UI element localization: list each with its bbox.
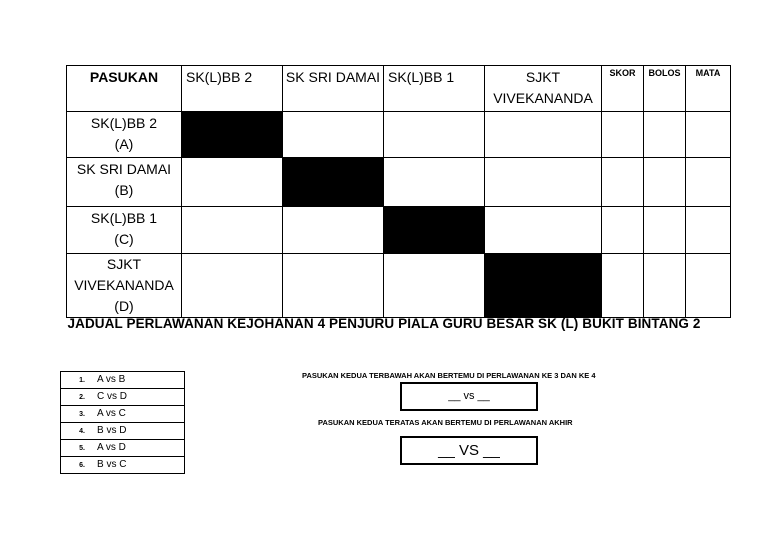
third-fourth-place-note: PASUKAN KEDUA TERBAWAH AKAN BERTEMU DI PERLAWANAN KE 3 DAN KE 4 (302, 371, 596, 380)
blocked-cell (485, 254, 602, 318)
final-match-box: __ VS __ (400, 436, 538, 465)
result-cell (384, 112, 485, 158)
final-match-note: PASUKAN KEDUA TERATAS AKAN BERTEMU DI PERLAWANAN AKHIR (318, 418, 573, 427)
bolos-cell (644, 158, 686, 207)
row-team-code: (B) (114, 182, 134, 198)
row-team-name: SK SRI DAMAI (76, 161, 172, 177)
match-number: 5. (79, 445, 85, 452)
mata-header: MATA (686, 66, 731, 112)
mata-cell (686, 158, 731, 207)
blocked-cell (283, 158, 384, 207)
result-cell (485, 207, 602, 254)
row-header-team-d (67, 254, 182, 318)
skor-cell (602, 158, 644, 207)
match-schedule (60, 371, 185, 474)
bolos-cell (644, 207, 686, 254)
result-cell (384, 158, 485, 207)
column-header-team-b: SK SRI DAMAI (283, 66, 384, 112)
match-pairing: B vs C (97, 459, 127, 470)
list-item (61, 372, 185, 389)
result-cell (283, 112, 384, 158)
skor-cell (602, 207, 644, 254)
list-item (61, 389, 185, 406)
match-number: 2. (79, 394, 85, 401)
row-team-name: SK(L)BB 1 (90, 210, 158, 226)
result-cell (283, 254, 384, 318)
column-header-team-c: SK(L)BB 1 (384, 66, 485, 112)
skor-header: SKOR (602, 66, 644, 112)
skor-cell (602, 254, 644, 318)
table-row (67, 112, 731, 158)
row-team-code: (C) (114, 231, 134, 247)
match-pairing: A vs D (97, 442, 126, 453)
result-cell (283, 207, 384, 254)
list-item (61, 457, 185, 474)
list-item (61, 406, 185, 423)
column-header-team-a: SK(L)BB 2 (182, 66, 283, 112)
match-number: 4. (79, 428, 85, 435)
match-pairing: B vs D (97, 425, 127, 436)
match-pairing: A vs B (97, 374, 126, 385)
third-fourth-place-box: __ vs __ (400, 382, 538, 411)
team-column-header: PASUKAN (67, 66, 182, 112)
bolos-header: BOLOS (644, 66, 686, 112)
standings-table (66, 65, 731, 318)
list-item (61, 440, 185, 457)
column-header-team-d: SJKT VIVEKANANDA (485, 66, 602, 112)
row-team-name: SJKT VIVEKANANDA (74, 256, 174, 293)
mata-cell (686, 112, 731, 158)
match-number: 1. (79, 377, 85, 384)
blocked-cell (182, 112, 283, 158)
result-cell (384, 254, 485, 318)
row-header-team-c (67, 207, 182, 254)
bolos-cell (644, 254, 686, 318)
result-cell (182, 207, 283, 254)
match-number: 6. (79, 462, 85, 469)
page-title: JADUAL PERLAWANAN KEJOHANAN 4 PENJURU PIALA GURU BESAR SK (L) BUKIT BINTANG 2 (67, 316, 701, 331)
list-item (61, 423, 185, 440)
bolos-cell (644, 112, 686, 158)
mata-cell (686, 254, 731, 318)
blocked-cell (384, 207, 485, 254)
table-row (67, 158, 731, 207)
result-cell (182, 158, 283, 207)
result-cell (485, 158, 602, 207)
row-header-team-b (67, 158, 182, 207)
match-pairing: C vs D (97, 391, 127, 402)
mata-cell (686, 207, 731, 254)
header-row (67, 66, 731, 112)
match-number: 3. (79, 411, 85, 418)
row-team-name: SK(L)BB 2 (90, 115, 158, 131)
skor-cell (602, 112, 644, 158)
result-cell (485, 112, 602, 158)
table-row (67, 254, 731, 318)
row-team-code: (A) (114, 136, 134, 152)
table-row (67, 207, 731, 254)
row-header-team-a (67, 112, 182, 158)
row-team-code: (D) (114, 298, 134, 314)
match-pairing: A vs C (97, 408, 126, 419)
result-cell (182, 254, 283, 318)
